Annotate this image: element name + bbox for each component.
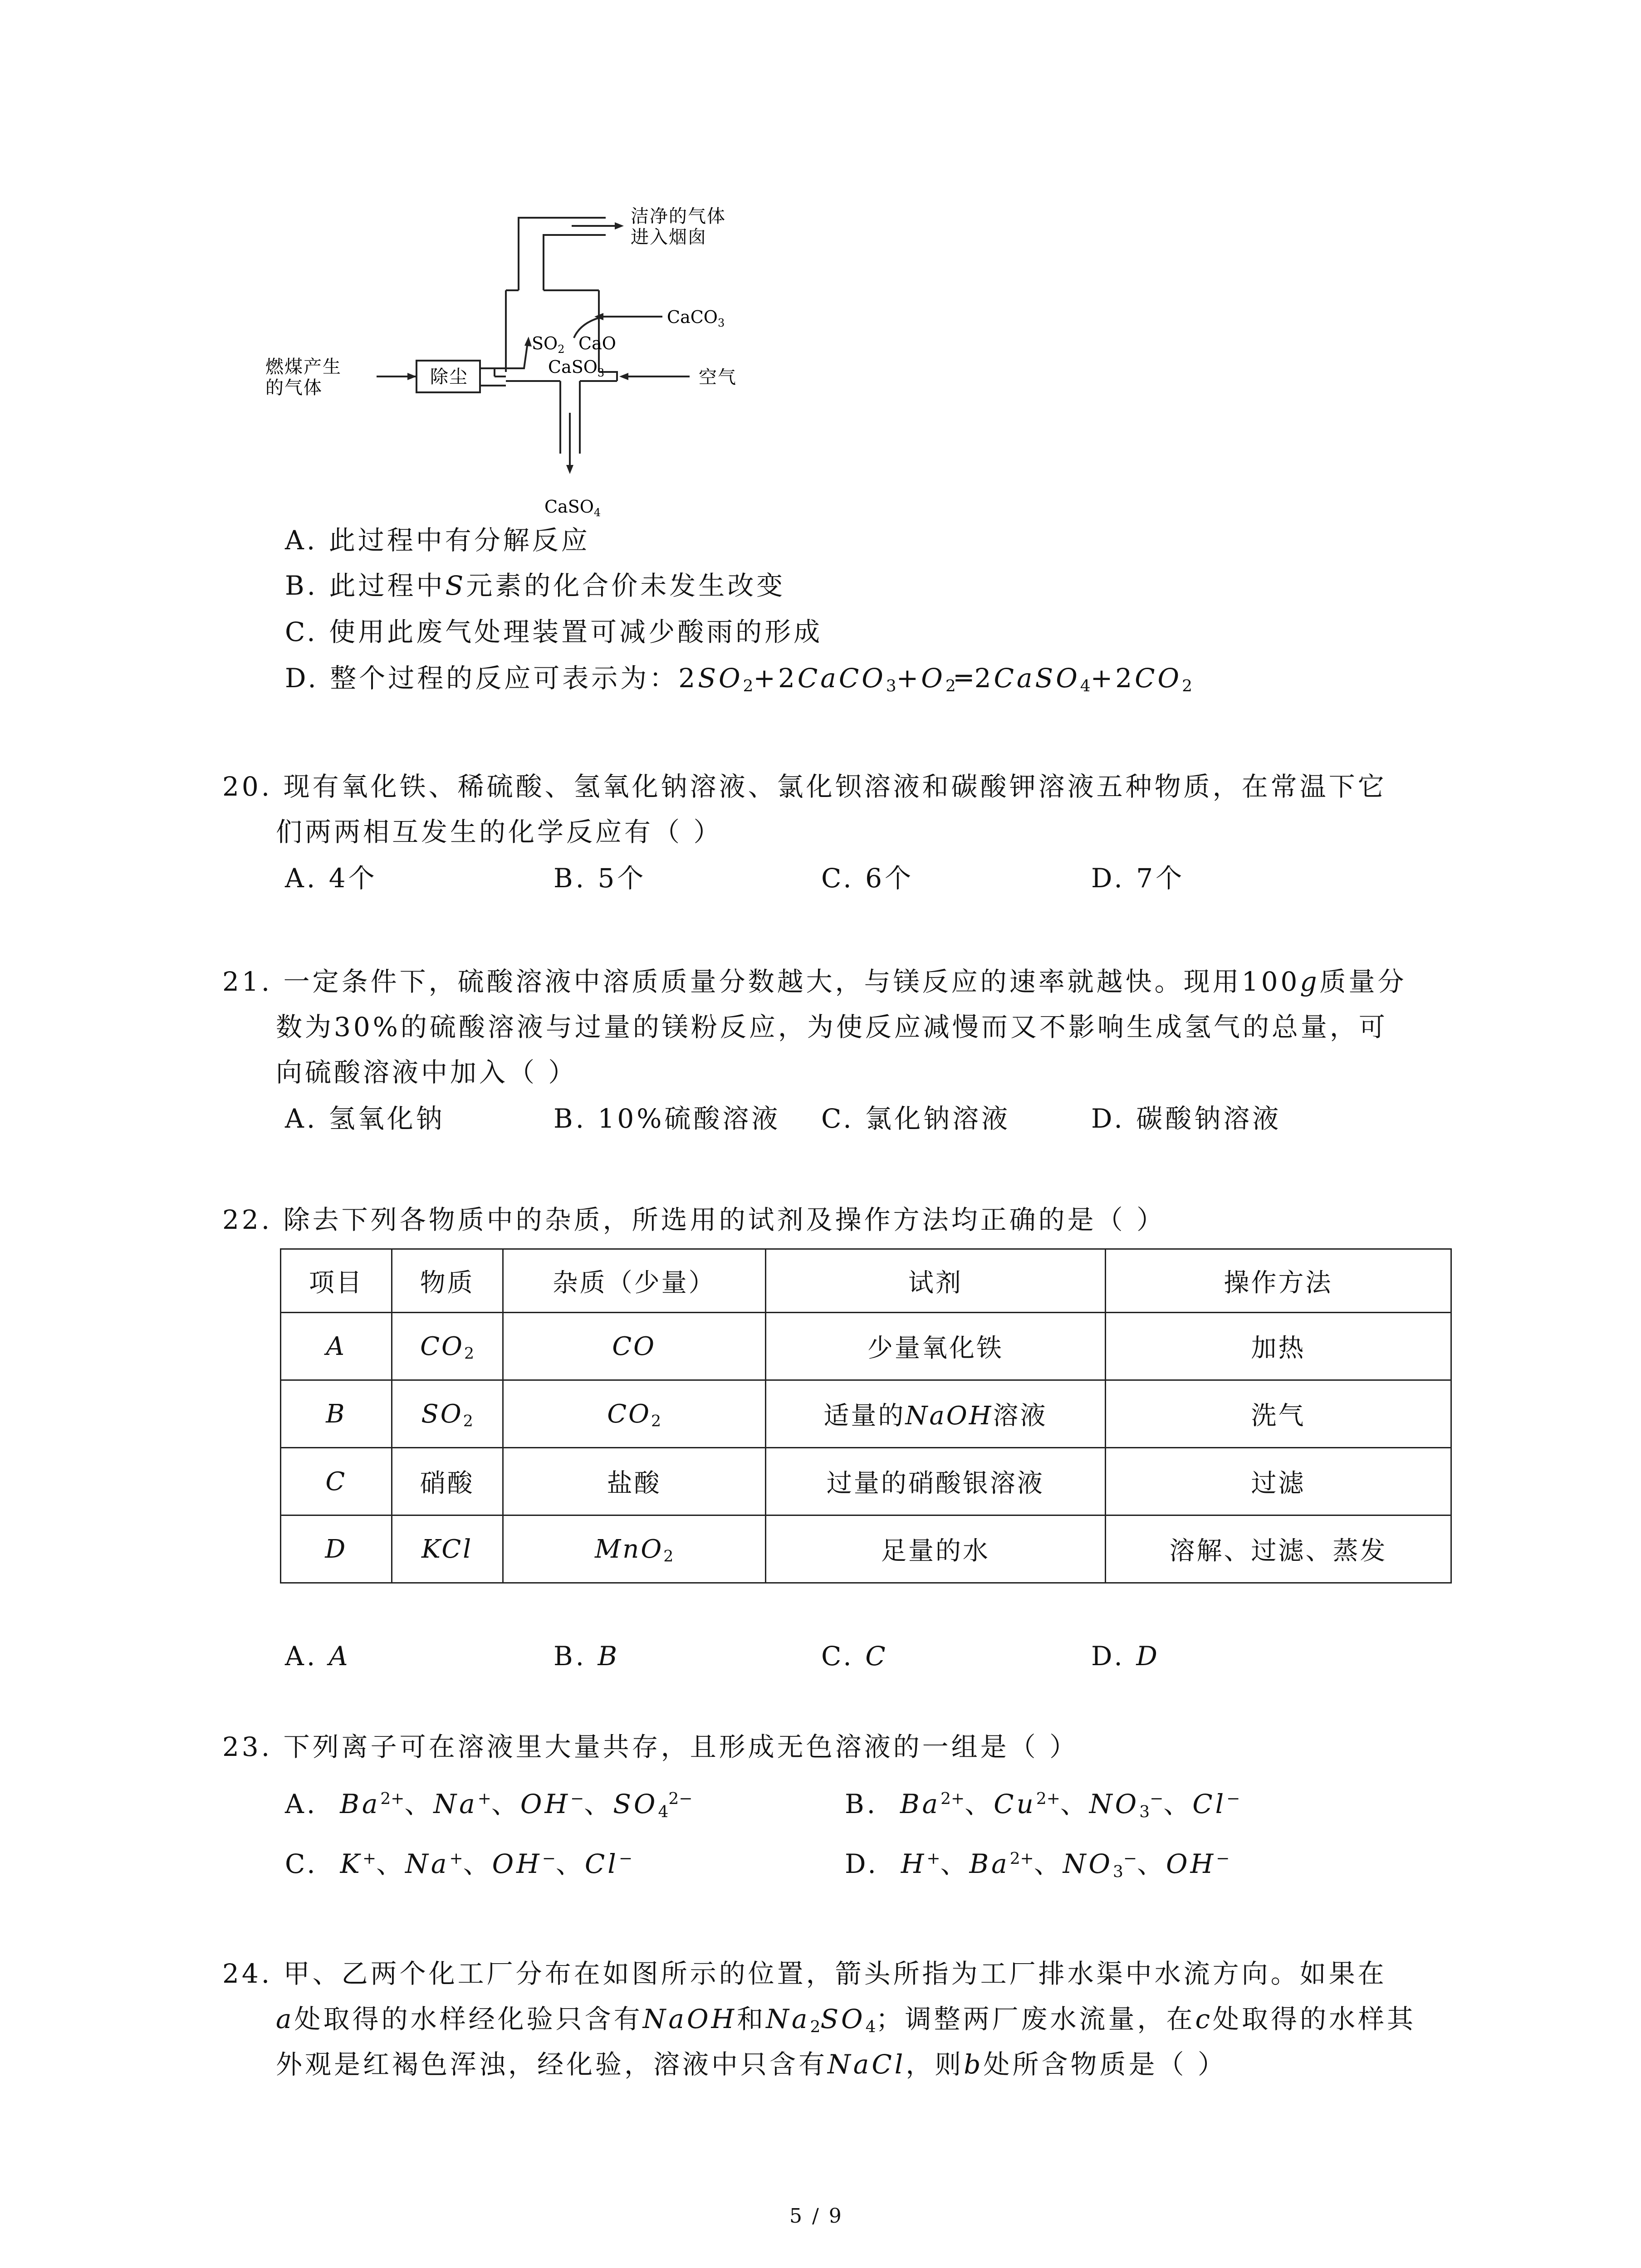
header-cell: 杂质（少量） [503, 1249, 765, 1313]
item-cell: A [281, 1313, 392, 1380]
item-cell: C [281, 1448, 392, 1515]
table-row [281, 1313, 1451, 1380]
q23-option-d: D. H+、$Ba^{2+}$、$NO_3^-$、OH− [845, 1848, 1230, 1881]
q22-table [280, 1248, 1452, 1584]
caso3-label: CaSO$_3$ [548, 357, 605, 379]
substance-cell: 硝酸 [392, 1448, 503, 1515]
q22-option-b: B. B [554, 1641, 620, 1672]
q19-option-c: C. 使用此废气处理装置可减少酸雨的形成 [285, 616, 823, 647]
q22-option-a: A. A [285, 1641, 351, 1672]
table-row [281, 1380, 1451, 1448]
reagent-cell: 少量氧化铁 [765, 1313, 1105, 1380]
q23-stem: 23. 下列离子可在溶液里大量共存，且形成无色溶液的一组是（ ） [222, 1731, 1079, 1762]
reagent-cell: 足量的水 [765, 1515, 1105, 1583]
header-cell: 操作方法 [1105, 1249, 1451, 1313]
q19-option-d: D. 整个过程的反应可表示为：$2SO_2+2CaCO_3+O_2═2CaSO_4+2CO_2$ [285, 663, 1192, 695]
substance-cell: KCl [392, 1515, 503, 1583]
q24-stem-line-2: a处取得的水样经化验只含有NaOH和$Na_2SO_4$；调整两厂废水流量，在c处取得的水样其 [276, 2004, 1416, 2036]
page-number: 5 / 9 [789, 2204, 843, 2228]
q22-option-d: D. D [1091, 1641, 1160, 1672]
q22-stem: 22. 除去下列各物质中的杂质，所选用的试剂及操作方法均正确的是（ ） [222, 1204, 1166, 1235]
q23-option-c: C. K+、Na+、OH−、Cl− [285, 1848, 632, 1879]
clean-gas-label-1: 洁净的气体 [631, 206, 726, 227]
flue-gas-diagram [254, 200, 844, 526]
air-label: 空气 [699, 367, 737, 388]
header-cell: 试剂 [765, 1249, 1105, 1313]
q21-stem-line-1: 21. 一定条件下，硫酸溶液中溶质质量分数越大，与镁反应的速率就越快。现用100g质量分 [222, 966, 1407, 997]
operation-cell: 过滤 [1105, 1448, 1451, 1515]
impurity-cell: MnO$_2$ [503, 1515, 765, 1583]
substance-cell: $SO_2$ [392, 1380, 503, 1448]
q20-stem-line-2: 们两两相互发生的化学反应有（ ） [276, 816, 723, 847]
caso4-label: CaSO$_4$ [544, 497, 601, 519]
table-header-row [281, 1249, 1451, 1313]
q24-stem-line-3: 外观是红褐色浑浊，经化验，溶液中只含有NaCl，则b处所含物质是（ ） [276, 2049, 1227, 2080]
coal-gas-label-1: 燃煤产生 [265, 357, 342, 377]
q23-option-a: A. $Ba^{2+}$、Na+、OH−、$SO_4^{2-}$ [285, 1789, 693, 1821]
q24-stem-line-1: 24. 甲、乙两个化工厂分布在如图所示的位置，箭头所指为工厂排水渠中水流方向。如果在 [222, 1958, 1387, 1989]
q20-stem-line-1: 20. 现有氧化铁、稀硫酸、氢氧化钠溶液、氯化钡溶液和碳酸钾溶液五种物质，在常温下它 [222, 771, 1387, 802]
cao-label: CaO [578, 333, 616, 353]
q21-stem-line-2: 数为30%的硫酸溶液与过量的镁粉反应，为使反应减慢而又不影响生成氢气的总量，可 [276, 1012, 1388, 1042]
table-row [281, 1448, 1451, 1515]
coal-gas-label-2: 的气体 [265, 377, 323, 398]
q23-option-b: B. $Ba^{2+}$、$Cu^{2+}$、$NO_3^-$、Cl− [845, 1789, 1240, 1821]
reagent-cell: 适量的NaOH溶液 [765, 1380, 1105, 1448]
impurity-cell: 盐酸 [503, 1448, 765, 1515]
impurity-cell: $CO_2$ [503, 1380, 765, 1448]
operation-cell: 洗气 [1105, 1380, 1451, 1448]
table-row [281, 1515, 1451, 1583]
q20-option-b: B. 5个 [554, 863, 647, 894]
item-cell: D [281, 1515, 392, 1583]
reagent-cell: 过量的硝酸银溶液 [765, 1448, 1105, 1515]
clean-gas-label-2: 进入烟囱 [631, 227, 707, 248]
caco3-label: CaCO$_3$ [667, 307, 725, 329]
q22-option-c: C. C [821, 1641, 888, 1672]
q19-option-b: B. 此过程中S元素的化合价未发生改变 [285, 570, 786, 601]
item-cell: B [281, 1380, 392, 1448]
header-cell: 物质 [392, 1249, 503, 1313]
q21-option-b: B. 10%硫酸溶液 [554, 1103, 781, 1134]
q20-option-a: A. 4个 [285, 863, 377, 894]
q21-option-d: D. 碳酸钠溶液 [1091, 1103, 1282, 1134]
q20-option-c: C. 6个 [821, 863, 914, 894]
q21-option-a: A. 氢氧化钠 [285, 1103, 445, 1134]
operation-cell: 溶解、过滤、蒸发 [1105, 1515, 1451, 1583]
operation-cell: 加热 [1105, 1313, 1451, 1380]
header-cell: 项目 [281, 1249, 392, 1313]
so2-label: $SO_2$ [532, 333, 565, 356]
substance-cell: $CO_2$ [392, 1313, 503, 1380]
q20-option-d: D. 7个 [1091, 863, 1185, 894]
impurity-cell: CO [503, 1313, 765, 1380]
q19-option-a: A. 此过程中有分解反应 [285, 525, 590, 556]
q21-option-c: C. 氯化钠溶液 [821, 1103, 1011, 1134]
q21-stem-line-3: 向硫酸溶液中加入（ ） [276, 1057, 578, 1088]
dust-removal-label: 除尘 [430, 367, 468, 387]
